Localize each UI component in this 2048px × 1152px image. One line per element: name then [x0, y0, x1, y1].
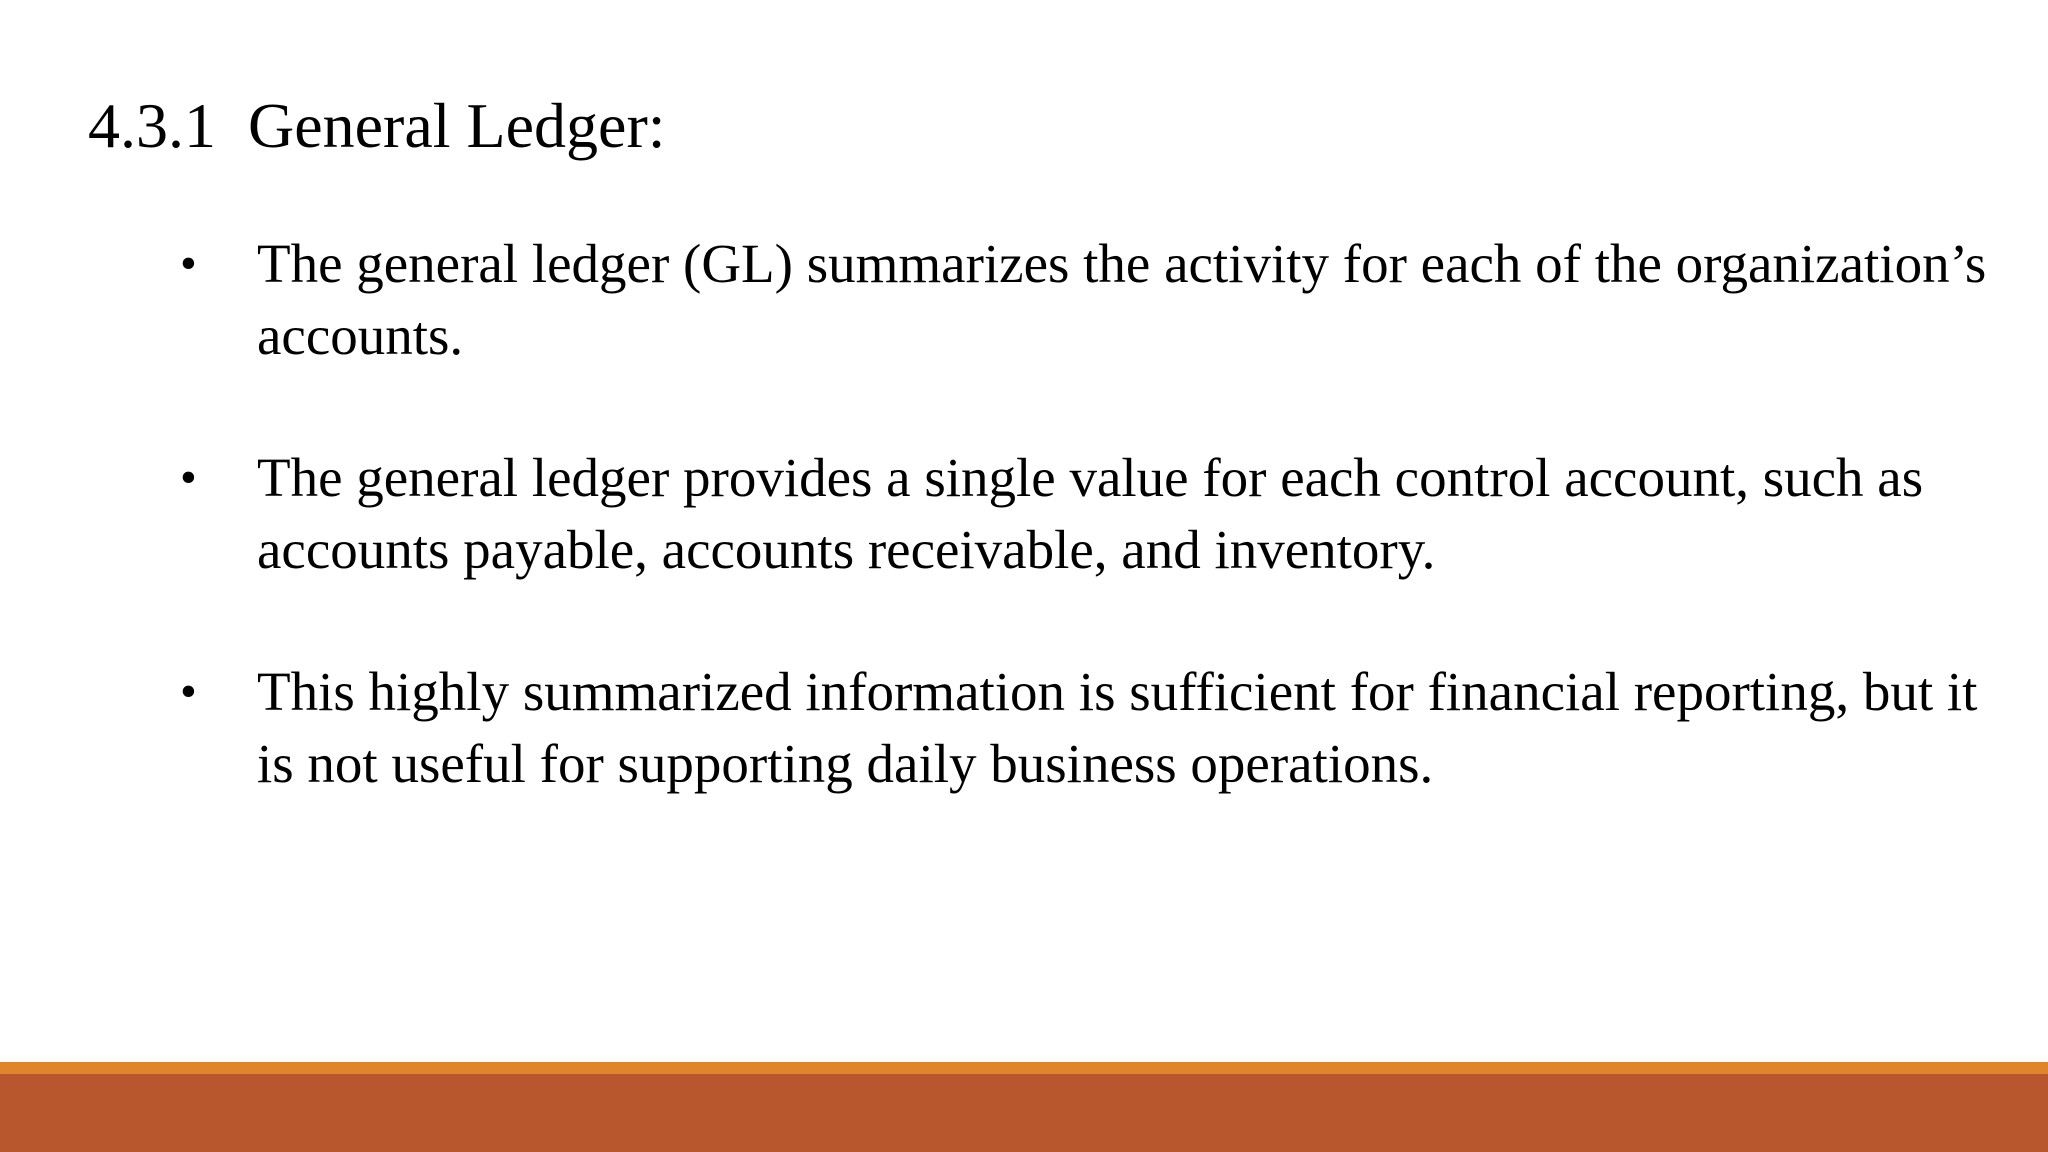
bullet-text: The general ledger provides a single value for each control account, such as accounts payable, accounts receivable, and inventory. [257, 447, 1924, 580]
footer-bar [0, 1074, 2048, 1152]
bullet-list [0, 228, 2048, 870]
bullet-marker: • [180, 665, 197, 718]
slide-title: 4.3.1 General Ledger: [88, 90, 666, 161]
bullet-item [0, 228, 2048, 372]
bullet-text: The general ledger (GL) summarizes the activity for each of the organization’s accounts. [257, 233, 1987, 366]
bullet-item [0, 656, 2048, 800]
bullet-item [0, 442, 2048, 586]
footer-accent-stripe [0, 1062, 2048, 1074]
bullet-text: This highly summarized information is sufficient for financial reporting, but it is not useful for supporting daily business operations. [257, 661, 1978, 794]
bullet-marker: • [180, 451, 197, 504]
bullet-marker: • [180, 237, 197, 290]
